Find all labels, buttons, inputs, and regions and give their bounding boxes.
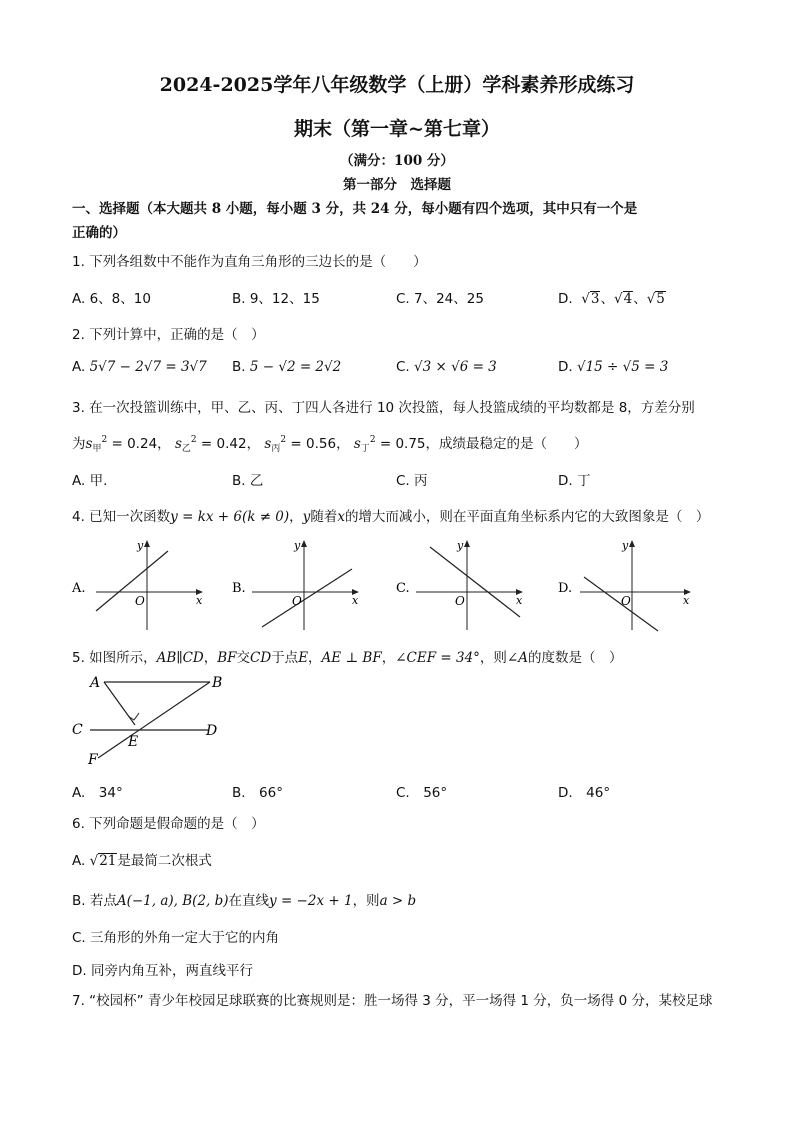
section-heading: 一、选择题（本大题共 8 小题，每小题 3 分，共 24 分，每小题有四个选项，其中只有一个是 <box>72 201 638 217</box>
q6-b-mid: 在直线 <box>228 893 270 909</box>
q3-option-a: A. 甲. <box>72 473 108 489</box>
q4-stem-d: 随着 <box>310 509 338 525</box>
q3-sub-jia: 甲 <box>92 444 102 454</box>
q1-d-rad1: 3 <box>590 291 600 307</box>
q4-graph-b <box>232 539 359 630</box>
q1-d-sep2: 、 <box>633 291 647 307</box>
q5-label-f: F <box>88 752 98 768</box>
q4-graph-c <box>396 539 523 630</box>
q5-angle-a: ∠A <box>506 650 528 666</box>
q3-prefix: 为 <box>72 436 86 452</box>
q6-option-c: C. 三角形的外角一定大于它的内角 <box>72 930 280 946</box>
q4-label-a: A. <box>72 581 86 596</box>
q5-stem-h: 的度数是（ ） <box>527 650 623 666</box>
q5-figure <box>60 670 240 770</box>
q5-stem-e: ， <box>308 650 322 666</box>
q2-b-expr: 5 − √2 = 2√2 <box>249 359 342 375</box>
q4-stem-b: ， <box>289 509 303 525</box>
q4-graph-a <box>71 539 203 630</box>
q3-option-d: D. 丁 <box>558 473 591 489</box>
q1-d-rad3: 5 <box>656 291 665 307</box>
q2-c-expr: √3 × √6 = 3 <box>414 359 497 375</box>
q1-d-label: D. <box>558 291 573 307</box>
q4-label-b: B. <box>232 581 246 596</box>
page-title: 2024-2025学年八年级数学（上册）学科素养形成练习 <box>159 74 635 96</box>
q4-a-y-label: y <box>137 539 144 552</box>
q3-stem-line2: 为$s_甲^2 = 0.24$， $s_乙^2 = 0.42$， $s_丙^2 = 0.56$， $s_丁^2 = 0.75$，成绩最稳定的是（ ） <box>72 435 588 454</box>
q4-label-c: C. <box>396 581 410 596</box>
q5-perp: AE ⊥ BF <box>321 650 382 666</box>
q1-d-rad2: 4 <box>623 291 633 307</box>
q2-option-d <box>558 359 668 375</box>
q3-sub-bing: 丙 <box>271 444 281 454</box>
q6-b-label: B. 若点 <box>72 893 117 909</box>
q6-b-then: ，则 <box>352 893 380 909</box>
q1-option-c: C. 7、24、25 <box>396 291 484 307</box>
full-score: （满分：100 分） <box>340 153 454 169</box>
q5-e: E <box>298 650 309 666</box>
q4-b-y-label: y <box>294 539 301 552</box>
q4-c-origin: O <box>455 594 465 608</box>
q5-stem-g: ，则 <box>479 650 507 666</box>
q6-b-relation: a > b <box>379 893 417 909</box>
q3-option-c: C. 丙 <box>396 473 428 489</box>
q4-stem-x: x <box>337 509 345 525</box>
q4-stem-a: 4. 已知一次函数 <box>72 509 171 525</box>
q4-stem <box>72 505 709 525</box>
q2-stem: 2. 下列计算中，正确的是（ ） <box>72 327 265 343</box>
q2-b-label: B. <box>232 359 246 375</box>
q2-a-label: A. <box>72 359 86 375</box>
q5-stem-a: 5. 如图所示， <box>72 650 157 666</box>
q5-angle: ∠CEF = 34° <box>395 650 480 666</box>
q4-c-y-label: y <box>457 539 464 552</box>
section-heading-cont: 正确的） <box>72 225 126 241</box>
q5-stem-f: ， <box>381 650 396 666</box>
q4-a-line <box>96 551 168 611</box>
q2-d-expr: √15 ÷ √5 = 3 <box>576 359 669 375</box>
q5-label-e: E <box>128 734 139 750</box>
q6-a-text: 是最简二次根式 <box>117 853 212 869</box>
q5-option-b: B. 66° <box>232 785 283 801</box>
q4-func: y = kx + 6(k ≠ 0) <box>170 509 290 525</box>
part-heading: 第一部分 选择题 <box>343 177 451 193</box>
q6-b-line: y = −2x + 1 <box>269 893 353 909</box>
q5-label-b: B <box>212 675 223 691</box>
q6-a-label: A. <box>72 853 86 869</box>
q3-var-ding: 0.75 <box>395 436 426 452</box>
page-subtitle: 期末（第一章~第七章） <box>294 118 500 140</box>
q5-stem <box>72 646 622 666</box>
q2-option-b <box>232 359 341 375</box>
q6-a-radicand: 21 <box>99 853 117 869</box>
q5-label-d: D <box>206 723 218 739</box>
q3-var-bing: 0.56 <box>306 436 337 452</box>
q2-a-expr: 5√7 − 2√7 = 3√7 <box>89 359 207 375</box>
q2-c-label: C. <box>396 359 410 375</box>
q3-stem-line1: 3. 在一次投篮训练中，甲、乙、丙、丁四人各进行 10 次投篮，每人投篮成绩的平均数都是 8，方差分别 <box>72 400 695 416</box>
q4-b-line <box>262 569 352 627</box>
q5-bf: BF <box>217 650 237 666</box>
q3-sub-ding: 丁 <box>360 444 370 454</box>
q5-option-d: D. 46° <box>558 785 611 801</box>
q5-line-ae <box>104 682 135 725</box>
q4-c-line <box>430 547 520 617</box>
q5-right-angle-mark <box>128 713 139 720</box>
q2-option-a <box>72 359 207 375</box>
q5-cd: CD <box>250 650 272 666</box>
q4-stem-y: y <box>302 509 311 525</box>
q4-c-x-label: x <box>516 594 523 607</box>
q3-suffix: ，成绩最稳定的是（ ） <box>425 436 588 452</box>
q5-stem-d: 于点 <box>271 650 299 666</box>
q5-line-bf <box>98 682 210 758</box>
q5-parallel: AB∥CD <box>156 650 204 666</box>
q6-option-d: D. 同旁内角互补，两直线平行 <box>72 963 253 979</box>
q1-stem: 1. 下列各组数中不能作为直角三角形的三边长的是（ ） <box>72 254 427 270</box>
q4-d-y-label: y <box>622 539 629 552</box>
q6-b-points: A(−1, a), B(2, b) <box>116 893 229 909</box>
q6-option-a: A. √21是最简二次根式 <box>72 853 212 869</box>
q3-sub-yi: 乙 <box>181 444 191 454</box>
q4-d-x-label: x <box>683 594 690 607</box>
q5-label-a: A <box>90 675 101 691</box>
q5-option-a: A. 34° <box>72 785 123 801</box>
q2-option-c <box>396 359 497 375</box>
q4-b-origin: O <box>292 594 302 608</box>
q3-option-b: B. 乙 <box>232 473 264 489</box>
q4-graphs <box>0 535 794 635</box>
q5-label-c: C <box>72 722 83 738</box>
q4-d-origin: O <box>621 594 631 608</box>
q4-stem-f: 的增大而减小，则在平面直角坐标系内它的大致图象是（ ） <box>344 509 710 525</box>
q1-option-b: B. 9、12、15 <box>232 291 320 307</box>
q4-graph-d <box>558 539 690 631</box>
q1-option-a: A. 6、8、10 <box>72 291 151 307</box>
q4-a-x-label: x <box>196 594 203 607</box>
q5-stem-c: 交 <box>236 650 251 666</box>
q4-b-x-label: x <box>352 594 359 607</box>
q5-option-c: C. 56° <box>396 785 448 801</box>
q3-var-yi: 0.42 <box>216 436 247 452</box>
q4-a-origin: O <box>135 594 145 608</box>
q1-d-sep1: 、 <box>600 291 614 307</box>
q1-option-d: D. √3、√4、√5 <box>558 291 665 307</box>
q5-stem-b: ， <box>203 650 218 666</box>
q6-stem: 6. 下列命题是假命题的是（ ） <box>72 816 265 832</box>
q7-stem: 7. “校园杯” 青少年校园足球联赛的比赛规则是：胜一场得 3 分，平一场得 1 分，负一场得 0 分，某校足球 <box>72 993 713 1009</box>
q4-label-d: D. <box>558 581 573 596</box>
q6-option-b <box>72 889 416 909</box>
q3-var-jia: 0.24 <box>127 436 158 452</box>
q2-d-label: D. <box>558 359 573 375</box>
